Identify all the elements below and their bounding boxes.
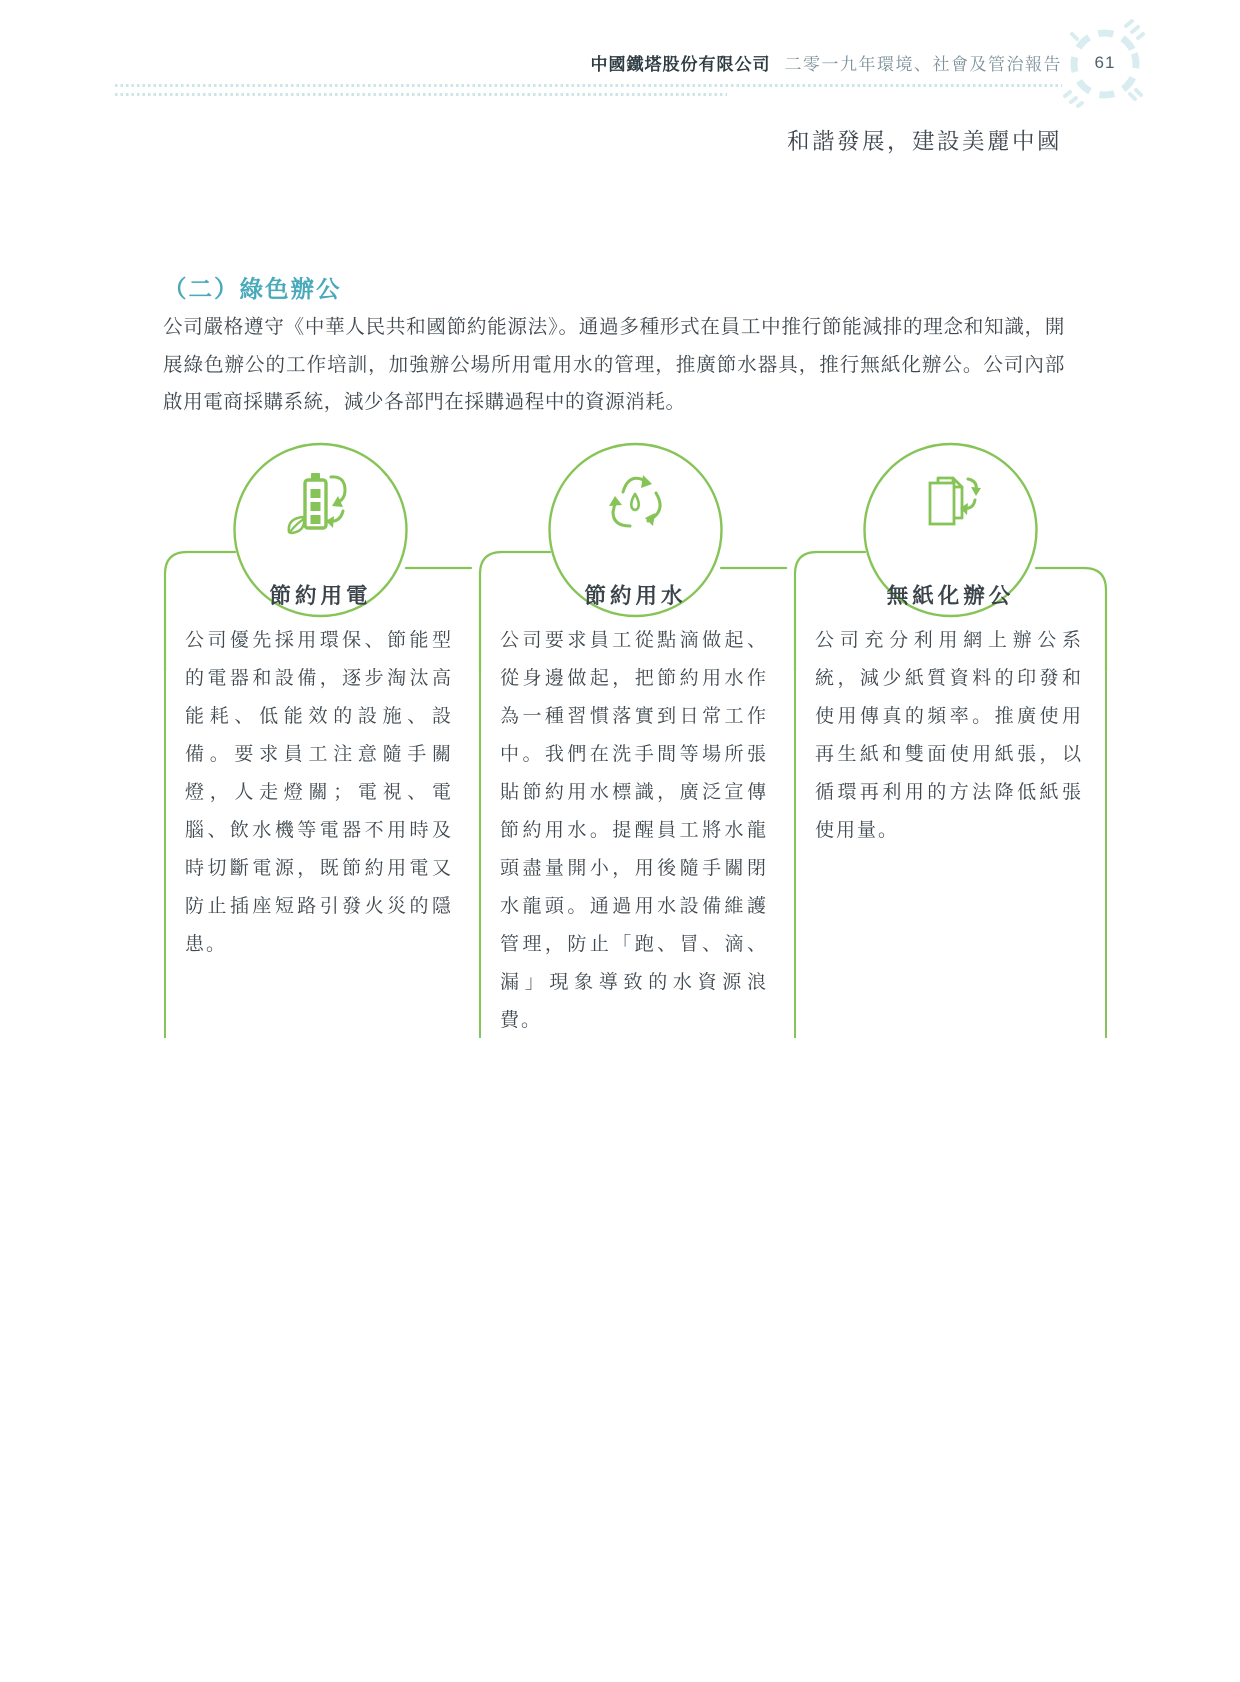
page-number-medallion (1060, 18, 1150, 108)
card-save-water (478, 438, 793, 1038)
page-header (591, 50, 1063, 75)
card-left-rule (479, 667, 481, 1038)
card-body-text: 公司要求員工從點滴做起、從身邊做起，把節約用水作為一種習慣落實到日常工作中。我們在洗手間等場所張貼節約用水標識，廣泛宣傳節約用水。提醒員工將水龍頭盡量開小，用後隨手關閉水龍頭。通過用水設備維護管理，防止「跑、冒、滴、漏」現象導致的水資源浪費。 (500, 630, 768, 1031)
report-title: 二零一九年環境、社會及管治報告 (784, 55, 1062, 74)
card-save-electricity (163, 438, 478, 1038)
header-dotted-rule-short (115, 93, 727, 96)
card-title: 節約用水 (584, 584, 687, 608)
card-left-rule (164, 667, 166, 1038)
company-name: 中國鐵塔股份有限公司 (590, 55, 771, 74)
section-heading: （二）綠色辦公 (163, 276, 342, 302)
card-paperless-office (793, 438, 1108, 1038)
chapter-tagline: 和諧發展，建設美麗中國 (786, 129, 1062, 154)
header-dotted-rule (115, 84, 1062, 87)
card-body-text: 公司優先採用環保、節能型的電器和設備，逐步淘汰高能耗、低能效的設施、設備。要求員工注意隨手關燈，人走燈關；電視、電腦、飲水機等電器不用時及時切斷電源，既節約用電又防止插座短路引發火災的隱患。 (185, 630, 453, 955)
green-office-cards (163, 438, 1108, 1038)
card-title: 節約用電 (269, 584, 372, 608)
section-intro-paragraph: 公司嚴格遵守《中華人民共和國節約能源法》。通過多種形式在員工中推行節能減排的理念和知識，開展綠色辦公的工作培訓，加強辦公場所用電用水的管理，推廣節水器具，推行無紙化辦公。公司內部啟用電商採購系統，減少各部門在採購過程中的資源消耗。 (163, 316, 1065, 413)
card-left-rule (794, 667, 796, 1038)
card-title: 無紙化辦公 (886, 584, 1015, 608)
card-right-rule (1105, 667, 1107, 1038)
page-number: 61 (1094, 53, 1116, 72)
card-body-text: 公司充分利用網上辦公系統，減少紙質資料的印發和使用傳真的頻率。推廣使用再生紙和雙面使用紙張，以循環再利用的方法降低紙張使用量。 (815, 630, 1083, 841)
